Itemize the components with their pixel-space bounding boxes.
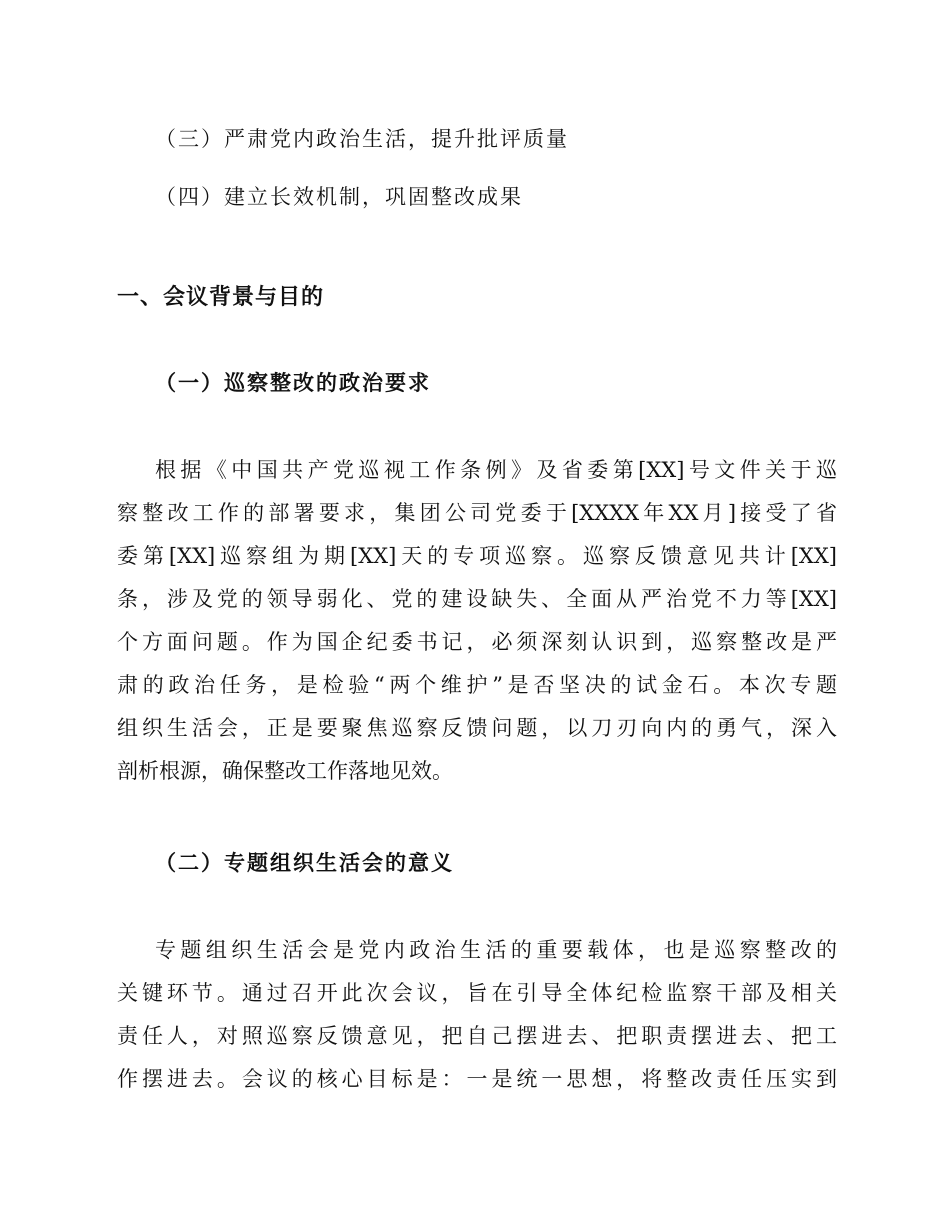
- paragraph-line: 组织生活会，正是要聚焦巡察反馈问题，以刀刃向内的勇气，深入: [117, 716, 837, 740]
- paragraph-line: 作摆进去。会议的核心目标是：一是统一思想，将整改责任压实到: [117, 1067, 837, 1091]
- subsection-heading-political-requirement: （一）巡察整改的政治要求: [155, 370, 431, 395]
- paragraph-line: 关键环节。通过召开此次会议，旨在引导全体纪检监察干部及相关: [117, 981, 837, 1005]
- paragraph-line: 肃的政治任务，是检验“两个维护”是否坚决的试金石。本次专题: [117, 673, 837, 697]
- paragraph-meeting-significance: [117, 929, 837, 1101]
- paragraph-line: 责任人，对照巡察反馈意见，把自己摆进去、把职责摆进去、把工: [117, 1024, 837, 1048]
- paragraph-line: 专题组织生活会是党内政治生活的重要载体，也是巡察整改的: [155, 938, 837, 962]
- paragraph-line: 条，涉及党的领导弱化、党的建设缺失、全面从严治党不力等[XX]: [117, 587, 837, 611]
- toc-item-4: （四）建立长效机制，巩固整改成果: [155, 185, 523, 209]
- subsection-heading-meeting-significance: （二）专题组织生活会的意义: [155, 850, 454, 875]
- paragraph-line: 个方面问题。作为国企纪委书记，必须深刻认识到，巡察整改是严: [117, 630, 837, 654]
- paragraph-line: 剖析根源，确保整改工作落地见效。: [117, 759, 453, 783]
- paragraph-political-requirement: [117, 449, 837, 793]
- toc-item-3: （三）严肃党内政治生活，提升批评质量: [155, 127, 569, 151]
- section-heading-background: 一、会议背景与目的: [117, 285, 325, 310]
- paragraph-line: 委第[XX]巡察组为期[XX]天的专项巡察。巡察反馈意见共计[XX]: [117, 544, 837, 568]
- paragraph-line: 根据《中国共产党巡视工作条例》及省委第[XX]号文件关于巡: [155, 458, 837, 482]
- paragraph-line: 察整改工作的部署要求，集团公司党委于[XXXX年XX月]接受了省: [117, 501, 837, 525]
